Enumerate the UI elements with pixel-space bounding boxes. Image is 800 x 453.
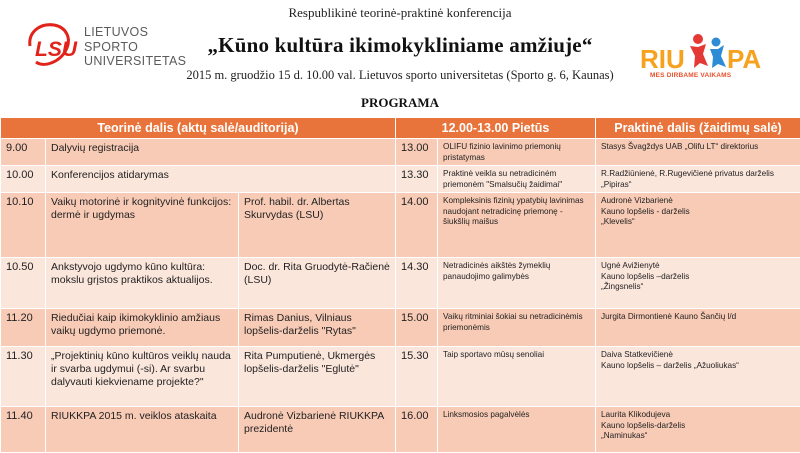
practice-speaker: Ugnė Avižienytė Kauno lopšelis –darželis „Žingsnelis“ xyxy=(596,258,800,309)
theory-time: 11.40 xyxy=(1,407,46,453)
practice-speaker: R.Radžiūnienė, R.Rugevičienė privatus darželis „Pipiras“ xyxy=(596,166,800,193)
theory-activity: Vaikų motorinė ir kognityvinė funkcijos: dermė ir ugdymas xyxy=(46,193,239,258)
theory-speaker: Rimas Danius, Vilniaus lopšelis-darželis "Rytas" xyxy=(239,309,396,347)
practice-activity: Linksmosios pagalvėlės xyxy=(438,407,596,453)
practice-speaker: Audronė Vizbarienė Kauno lopšelis - darželis „Klevelis“ xyxy=(596,193,800,258)
practice-activity: OLIFU fizinio lavinimo priemonių pristatymas xyxy=(438,139,596,166)
table-row xyxy=(1,309,800,347)
theory-time: 10.10 xyxy=(1,193,46,258)
table-row xyxy=(1,193,800,258)
conference-date-line: 2015 m. gruodžio 15 d. 10.00 val. Lietuvos sporto universitetas (Sporto g. 6, Kaunas) xyxy=(0,68,800,83)
theory-time: 11.30 xyxy=(1,347,46,407)
header-practice: Praktinė dalis (žaidimų salė) xyxy=(596,118,800,139)
table-row xyxy=(1,347,800,407)
program-heading: PROGRAMA xyxy=(0,95,800,111)
theory-speaker: Doc. dr. Rita Gruodytė-Račienė (LSU) xyxy=(239,258,396,309)
table-row xyxy=(1,407,800,453)
theory-activity: RIUKKPA 2015 m. veiklos ataskaita xyxy=(46,407,239,453)
header-theory: Teorinė dalis (aktų salė/auditorija) xyxy=(1,118,396,139)
table-header-row xyxy=(1,118,800,139)
lsu-text-line: SPORTO xyxy=(84,40,186,55)
practice-time: 15.00 xyxy=(396,309,438,347)
svg-text:RIU: RIU xyxy=(640,44,685,74)
theory-speaker: Rita Pumputienė, Ukmergės lopšelis-darželis "Eglutė" xyxy=(239,347,396,407)
svg-text:PA: PA xyxy=(727,44,761,74)
theory-activity: „Projektinių kūno kultūros veiklų nauda ir svarba ugdymui (-si). Ar svarbu dalyvauti kiekviename projekte?" xyxy=(46,347,239,407)
practice-time: 14.00 xyxy=(396,193,438,258)
practice-activity: Kompleksinis fizinių ypatybių lavinimas naudojant netradicinę priemonę - šiukšlių maišus xyxy=(438,193,596,258)
practice-activity: Praktinė veikla su netradicinėm priemonėm "Smalsučių žaidimai" xyxy=(438,166,596,193)
theory-activity: Ankstyvojo ugdymo kūno kultūra: mokslu grįstos praktikos aktualijos. xyxy=(46,258,239,309)
theory-activity: Konferencijos atidarymas xyxy=(46,166,396,193)
table-row xyxy=(1,258,800,309)
theory-time: 10.50 xyxy=(1,258,46,309)
riukkpa-tagline: MES DIRBAME VAIKAMS xyxy=(650,72,731,79)
theory-speaker: Audronė Vizbarienė RIUKKPA prezidentė xyxy=(239,407,396,453)
practice-time: 15.30 xyxy=(396,347,438,407)
lsu-text-line: UNIVERSITETAS xyxy=(84,54,186,69)
table-row xyxy=(1,166,800,193)
practice-activity: Taip sportavo mūsų senoliai xyxy=(438,347,596,407)
theory-speaker: Prof. habil. dr. Albertas Skurvydas (LSU) xyxy=(239,193,396,258)
program-table xyxy=(0,117,800,453)
conference-subtitle: Respublikinė teorinė-praktinė konferencija xyxy=(0,5,800,21)
practice-activity: Vaikų ritminiai šokiai su netradicinėmis priemonėmis xyxy=(438,309,596,347)
theory-time: 11.20 xyxy=(1,309,46,347)
practice-speaker: Stasys Švagždys UAB „Olifu LT“ direktorius xyxy=(596,139,800,166)
page-header xyxy=(0,0,800,115)
theory-activity: Dalyvių registracija xyxy=(46,139,396,166)
dancing-figures-icon xyxy=(690,34,726,68)
practice-speaker: Laurita Klikodujeva Kauno lopšelis-darželis „Naminukas“ xyxy=(596,407,800,453)
svg-text:LSU: LSU xyxy=(35,38,78,61)
practice-time: 14.30 xyxy=(396,258,438,309)
theory-time: 10.00 xyxy=(1,166,46,193)
practice-activity: Netradicinės aikštės žymeklių panaudojimo galimybės xyxy=(438,258,596,309)
practice-speaker: Jurgita Dirmontienė Kauno Šančių l/d xyxy=(596,309,800,347)
practice-time: 13.30 xyxy=(396,166,438,193)
lsu-text-line: LIETUVOS xyxy=(84,25,186,40)
practice-time: 13.00 xyxy=(396,139,438,166)
table-row xyxy=(1,139,800,166)
theory-activity: Riedučiai kaip ikimokyklinio amžiaus vaikų ugdymo priemonė. xyxy=(46,309,239,347)
conference-title: „Kūno kultūra ikimokykliniame amžiuje“ xyxy=(0,33,800,58)
practice-time: 16.00 xyxy=(396,407,438,453)
practice-speaker: Daiva Statkevičienė Kauno lopšelis – darželis „Ažuoliukas“ xyxy=(596,347,800,407)
theory-time: 9.00 xyxy=(1,139,46,166)
header-lunch: 12.00-13.00 Pietūs xyxy=(396,118,596,139)
